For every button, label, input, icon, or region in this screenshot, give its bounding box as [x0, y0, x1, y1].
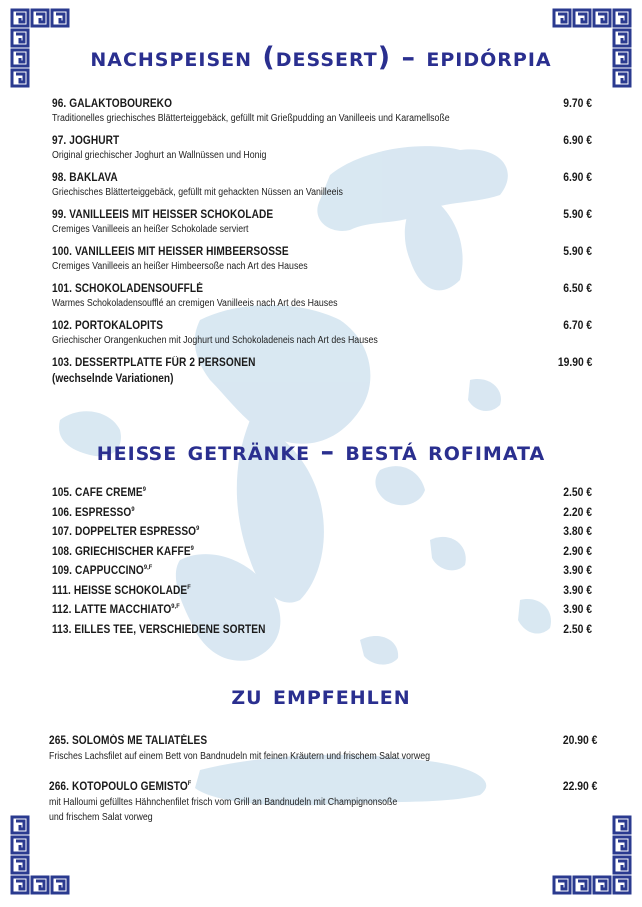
section-title-dessert: nachspeisen (dessert) – epidórpia: [90, 42, 552, 73]
item-price: 6.50 €: [563, 283, 592, 295]
list-item: [52, 172, 592, 209]
item-description: Original griechischer Joghurt an Wallnüssen und Honig: [52, 150, 267, 161]
item-name: 108. GRIECHISCHER KAFFE$^9$: [52, 544, 194, 558]
list-item: [52, 320, 592, 357]
item-price: 22.90 €: [562, 781, 597, 793]
item-price: 6.90 €: [563, 135, 592, 147]
item-price: 20.90 €: [562, 735, 597, 747]
item-name: 96. GALAKTOBOUREKO: [52, 98, 173, 110]
item-name: 109. $CAPPUCCINO^{9,F}$: [52, 564, 153, 577]
item-name: 111. HEISSE $SCHOKOLADE^F$: [52, 583, 191, 597]
list-item: [49, 781, 597, 823]
list-item: [49, 735, 597, 781]
dessert-list: [52, 98, 592, 394]
item-price: 3.90 €: [563, 584, 592, 597]
list-item: [52, 565, 592, 585]
item-name: 99. VANILLEEIS MIT HEISSER SCHOKOLADE: [52, 209, 274, 221]
hot-drinks-list: [52, 487, 592, 643]
item-description: mit Halloumi gefülltes Hähnchenfilet frisch vom Grill an Bandnudeln mit Champignonsoße: [49, 797, 398, 808]
item-name: 98. BAKLAVA: [52, 172, 118, 184]
item-name: 266. KOTOPOULO $GEMISTO^F$: [49, 780, 192, 793]
item-price: 5.90 €: [563, 209, 592, 221]
list-item: [52, 546, 592, 566]
item-price: 3.80 €: [563, 526, 592, 538]
list-item: [52, 357, 592, 394]
item-price: 9.70 €: [563, 98, 592, 110]
item-description: Cremiges Vanilleeis an heißer Schokolade serviert: [52, 224, 249, 235]
item-price: 2.90 €: [563, 545, 592, 558]
item-description: und frischem Salat vorweg: [49, 812, 153, 823]
item-price: 6.70 €: [563, 320, 592, 332]
list-item: [52, 585, 592, 605]
list-item: [52, 526, 592, 546]
item-description: Traditionelles griechisches Blätterteiggebäck, gefüllt mit Grießpudding an Vanilleeis und Karamellsoße: [52, 113, 450, 124]
item-description: Frisches Lachsfilet auf einem Bett von Bandnudeln mit feinen Kräutern und frischem Salat vorweg: [49, 751, 431, 762]
section-title-recommend: zu empfehlen: [231, 680, 411, 711]
item-name: 100. VANILLEEIS MIT HEISSER HIMBEERSOSSE: [52, 246, 289, 258]
item-name: 265. SOLOMÓS ME TALIATÉLES: [49, 735, 208, 747]
list-item: [52, 604, 592, 624]
item-price: 19.90 €: [557, 357, 592, 369]
list-item: [52, 283, 592, 320]
item-description: Griechisches Blätterteiggebäck, gefüllt mit gehackten Nüssen an Vanilleeis: [52, 187, 343, 198]
item-price: 6.90 €: [563, 172, 592, 184]
list-item: [52, 209, 592, 246]
item-name: 106. ESPRESSO$^9$: [52, 505, 135, 519]
item-name: 103. DESSERTPLATTE FÜR 2 PERSONEN: [52, 357, 256, 369]
item-name: 112. LATTE $MACCHIATO^{9,F}$: [52, 603, 180, 616]
greek-key-corner-icon: [10, 815, 80, 897]
item-name: 113. EILLES TEE, VERSCHIEDENE SORTEN: [52, 623, 266, 636]
item-name: 101. SCHOKOLADENSOUFFLÉ: [52, 283, 204, 295]
item-name: 105. CAFE CREME$^9$: [52, 486, 147, 499]
item-price: 2.50 €: [563, 487, 592, 499]
item-price: 5.90 €: [563, 246, 592, 258]
list-item: [52, 487, 592, 507]
item-name: 97. JOGHURT: [52, 135, 120, 147]
recommend-list: [49, 735, 597, 823]
list-item: [52, 135, 592, 172]
item-price: 3.90 €: [563, 565, 592, 577]
list-item: [52, 98, 592, 135]
item-note: (wechselnde Variationen): [52, 373, 174, 385]
item-price: 2.20 €: [563, 506, 592, 519]
item-name: 102. PORTOKALOPITS: [52, 320, 164, 332]
list-item: [52, 246, 592, 283]
item-name: 107. DOPPELTER ESPRESSO$^9$: [52, 525, 200, 538]
list-item: [52, 624, 592, 644]
item-price: 2.50 €: [563, 623, 592, 636]
item-description: Warmes Schokoladensoufflé an cremigen Vanilleeis nach Art des Hauses: [52, 298, 338, 309]
item-description: Griechischer Orangenkuchen mit Joghurt und Schokoladeneis nach Art des Hauses: [52, 335, 378, 346]
greek-key-corner-icon: [552, 815, 632, 897]
list-item: [52, 507, 592, 527]
item-description: Cremiges Vanilleeis an heißer Himbeersoße nach Art des Hauses: [52, 261, 308, 272]
item-price: 3.90 €: [563, 604, 592, 616]
section-title-hot-drinks: heiße getränke – bestá rofimata: [96, 436, 546, 467]
